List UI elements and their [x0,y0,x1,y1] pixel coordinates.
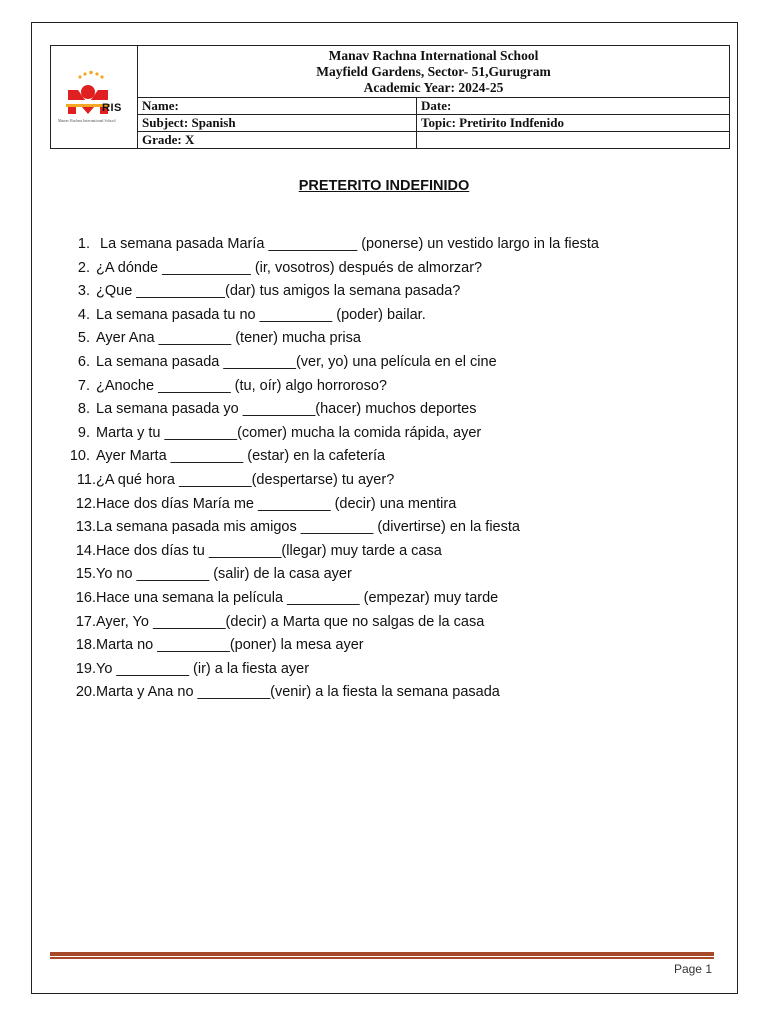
question-text: La semana pasada tu no _________ (poder) bailar. [96,306,426,323]
question-item [54,658,599,682]
question-item [54,493,599,517]
question-item [54,516,599,540]
question-number: 8. [77,401,90,418]
question-item [54,634,599,658]
question-text: Hace dos días María me _________ (decir) una mentira [96,495,457,512]
question-text: Hace dos días tu _________(llegar) muy tarde a casa [96,542,442,559]
question-text: Hace una semana la película _________ (empezar) muy tarde [96,589,499,606]
question-number: 14. [75,542,96,559]
question-number: 19. [75,660,96,677]
footer-rule-thin [50,957,714,959]
question-number: 9. [77,424,90,441]
question-number: 20. [75,684,96,701]
question-number: 17. [75,613,96,630]
question-text: ¿Anoche _________ (tu, oír) algo horroroso? [96,377,387,394]
question-text: La semana pasada yo _________(hacer) muchos deportes [96,401,477,418]
question-item [54,304,599,328]
question-text: Marta no _________(poner) la mesa ayer [96,637,364,654]
question-item [54,563,599,587]
logo-cell [51,46,138,149]
question-item [54,257,599,281]
empty-cell [417,132,730,149]
question-number: 16. [75,589,96,606]
question-item [54,375,599,399]
question-number: 4. [77,306,90,323]
question-number: 15. [75,566,96,583]
question-number: 2. [77,259,90,276]
question-number: 18. [75,637,96,654]
name-field: Name: [138,98,417,115]
question-number: 6. [77,353,90,370]
question-item [54,351,599,375]
question-number: 11. [76,471,96,488]
question-item [54,587,599,611]
page-number: Page 1 [673,962,712,976]
title-text: PRETERITO INDEFINIDO [298,178,470,194]
question-text: Ayer Marta _________ (estar) en la cafetería [96,448,386,465]
logo-text: RIS [102,102,122,114]
header-table [50,45,730,149]
question-text: Ayer Ana _________ (tener) mucha prisa [96,330,361,347]
question-text: Yo no _________ (salir) de la casa ayer [96,566,352,583]
question-list [54,233,599,705]
question-number: 3. [77,283,90,300]
question-item [54,445,599,469]
question-text: Marta y tu _________(comer) mucha la comida rápida, ayer [96,424,482,441]
question-item [54,280,599,304]
school-name: Manav Rachna International School [328,48,539,63]
question-text: La semana pasada María ___________ (ponerse) un vestido largo in la fiesta [96,236,599,252]
question-text: Ayer, Yo _________(decir) a Marta que no salgas de la casa [96,613,485,630]
worksheet-title [0,178,768,194]
question-item [54,681,599,705]
question-number: 1. [77,236,90,252]
date-field: Date: [417,98,730,115]
question-text: Yo _________ (ir) a la fiesta ayer [96,660,310,677]
grade-field: Grade: X [138,132,417,149]
question-item [54,327,599,351]
logo-tagline: Manav Rachna International School [58,118,116,123]
question-text: ¿A dónde ___________ (ir, vosotros) después de almorzar? [96,259,483,276]
footer-rule [50,952,714,956]
question-item [54,469,599,493]
question-number: 5. [77,330,90,347]
question-item [54,611,599,635]
question-number: 10. [69,448,90,465]
question-text: La semana pasada mis amigos _________ (divertirse) en la fiesta [96,519,520,536]
question-item [54,233,599,257]
question-item [54,398,599,422]
question-text: Marta y Ana no _________(venir) a la fiesta la semana pasada [96,684,500,701]
subject-field: Subject: Spanish [138,115,417,132]
question-number: 12. [75,495,96,512]
question-text: ¿Que ___________(dar) tus amigos la semana pasada? [96,283,461,300]
question-text: La semana pasada _________(ver, yo) una película en el cine [96,353,497,370]
school-address: Mayfield Gardens, Sector- 51,Gurugram [316,64,551,79]
question-item [54,422,599,446]
question-number: 7. [77,377,90,394]
question-text: ¿A qué hora _________(despertarse) tu ayer? [96,471,395,488]
question-number: 13. [75,519,96,536]
school-info [138,46,730,98]
academic-year: Academic Year: 2024-25 [363,80,504,95]
topic-field: Topic: Pretirito Indfenido [417,115,730,132]
question-item [54,540,599,564]
school-logo [56,68,132,130]
